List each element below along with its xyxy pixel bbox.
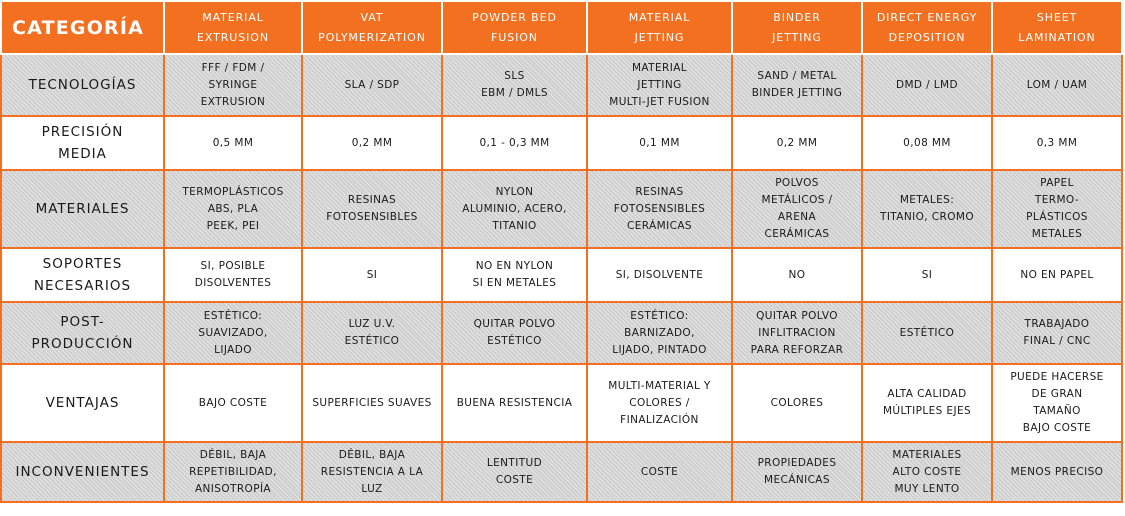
- row-label-line: PRECISIÓN: [41, 124, 124, 140]
- cell-line: SAND / METAL: [757, 70, 837, 82]
- table-cell: [164, 170, 302, 248]
- cell-line: CERÁMICAS: [627, 219, 692, 232]
- cell-line: METALES: [1031, 228, 1083, 240]
- cell-line: MATERIALES: [892, 448, 962, 461]
- cell-line: DÉBIL, BAJA: [199, 448, 267, 461]
- cell-line: ABS, PLA: [207, 202, 259, 215]
- col-header-powder-bed-fusion: [442, 1, 587, 54]
- corner-header: CATEGORÍA: [1, 1, 164, 54]
- col-header-binder-jetting: [732, 1, 862, 54]
- cell-line: MULTI-MATERIAL Y: [608, 379, 711, 392]
- cell-line: LIJADO: [214, 343, 252, 356]
- header-line: SHEET: [1036, 10, 1078, 24]
- table-row-post-produccion: [1, 302, 1122, 364]
- cell-line: LUZ U.V.: [348, 318, 396, 330]
- table-cell: [302, 116, 442, 170]
- table-cell: [442, 170, 587, 248]
- table-cell: [302, 364, 442, 442]
- header-row: [1, 1, 1122, 54]
- table-cell: [732, 170, 862, 248]
- cell-line: QUITAR POLVO: [756, 309, 838, 322]
- cell-line: FINAL / CNC: [1023, 335, 1091, 347]
- cell-line: NO: [788, 268, 806, 281]
- row-label-line: MATERIALES: [35, 201, 130, 217]
- header-line: MATERIAL: [202, 10, 264, 24]
- cell-line: ESTÉTICO: [344, 335, 400, 347]
- cell-line: FFF / FDM /: [201, 61, 265, 74]
- cell-line: EXTRUSION: [200, 95, 266, 108]
- cell-line: DE GRAN: [1031, 388, 1083, 400]
- table-cell: [302, 54, 442, 116]
- cell-line: SI: [921, 268, 933, 281]
- cell-line: ALUMINIO, ACERO,: [462, 202, 567, 215]
- header-line: BINDER: [773, 10, 821, 24]
- cell-line: COSTE: [640, 465, 679, 478]
- cell-line: LIJADO, PINTADO: [612, 343, 707, 356]
- table-row-materiales: [1, 170, 1122, 248]
- cell-line: LENTITUD: [486, 457, 543, 469]
- header-line: POLYMERIZATION: [318, 30, 426, 44]
- cell-line: BAJO COSTE: [198, 396, 268, 409]
- table-cell: [302, 442, 442, 502]
- cell-line: BINDER JETTING: [751, 87, 843, 99]
- table-cell: [164, 54, 302, 116]
- header-line: JETTING: [634, 30, 685, 44]
- table-cell: [442, 302, 587, 364]
- cell-line: SLA / SDP: [344, 78, 400, 91]
- table-cell: [862, 170, 992, 248]
- cell-line: SI: [366, 268, 378, 281]
- table-cell: [862, 442, 992, 502]
- table-cell: [992, 442, 1122, 502]
- cell-line: ALTA CALIDAD: [887, 388, 967, 400]
- table-cell: [732, 442, 862, 502]
- cell-line: ESTÉTICO:: [203, 309, 263, 322]
- header-line: MATERIAL: [628, 10, 691, 24]
- cell-line: MULTI-JET FUSION: [609, 95, 710, 108]
- row-label-line: VENTAJAS: [45, 395, 120, 411]
- cell-line: TERMOPLÁSTICOS: [182, 185, 284, 198]
- table-cell: [302, 170, 442, 248]
- cell-line: BUENA RESISTENCIA: [456, 396, 573, 409]
- cell-line: FOTOSENSIBLES: [326, 211, 418, 223]
- cell-line: ESTÉTICO: [487, 335, 542, 347]
- cell-line: POLVOS: [775, 177, 819, 189]
- cell-line: QUITAR POLVO: [473, 318, 556, 330]
- table-row-ventajas: [1, 364, 1122, 442]
- cell-line: NO EN PAPEL: [1020, 268, 1094, 281]
- table-cell: [732, 54, 862, 116]
- table-cell: [992, 170, 1122, 248]
- table-row-soportes-necesarios: [1, 248, 1122, 302]
- cell-line: JETTING: [637, 78, 682, 91]
- cell-line: PARA REFORZAR: [750, 343, 844, 356]
- cell-line: PROPIEDADES: [757, 457, 837, 469]
- cell-line: BAJO COSTE: [1022, 422, 1092, 434]
- cell-line: RESINAS: [347, 194, 397, 206]
- cell-line: PLÁSTICOS: [1026, 211, 1088, 223]
- table-cell: [862, 54, 992, 116]
- col-header-material-jetting: [587, 1, 732, 54]
- cell-line: BARNIZADO,: [624, 326, 695, 339]
- cell-line: METALES:: [899, 194, 955, 206]
- cell-line: 0,2 MM: [776, 136, 818, 149]
- cell-line: RESISTENCIA A LA: [320, 465, 424, 478]
- row-label-tecnologias: [1, 54, 164, 116]
- cell-line: EBM / DMLS: [481, 87, 548, 99]
- cell-line: RESINAS: [635, 185, 684, 198]
- cell-line: MENOS PRECISO: [1010, 465, 1104, 478]
- header-line: LAMINATION: [1018, 30, 1096, 44]
- table-cell: [587, 364, 732, 442]
- table-cell: [442, 248, 587, 302]
- cell-line: DÉBIL, BAJA: [338, 448, 406, 461]
- table-cell: [164, 248, 302, 302]
- cell-line: MUY LENTO: [894, 482, 960, 495]
- table-cell: [442, 116, 587, 170]
- row-label-materiales: [1, 170, 164, 248]
- row-label-soportes-necesarios: [1, 248, 164, 302]
- cell-line: CERÁMICAS: [764, 228, 830, 240]
- table-cell: [442, 54, 587, 116]
- table-cell: [992, 116, 1122, 170]
- table-cell: [164, 442, 302, 502]
- table-cell: [732, 302, 862, 364]
- header-line: EXTRUSION: [197, 30, 269, 44]
- cell-line: NYLON: [495, 185, 534, 198]
- row-label-line: SOPORTES: [42, 256, 123, 272]
- cell-line: NO EN NYLON: [475, 260, 554, 272]
- table-cell: [587, 248, 732, 302]
- cell-line: FOTOSENSIBLES: [613, 202, 706, 215]
- col-header-sheet-lamination: [992, 1, 1122, 54]
- cell-line: LOM / UAM: [1026, 78, 1088, 91]
- table-cell: [442, 364, 587, 442]
- cell-line: DISOLVENTES: [194, 277, 272, 289]
- col-header-material-extrusion: [164, 1, 302, 54]
- table-row-inconvenientes: [1, 442, 1122, 502]
- cell-line: 0,1 MM: [639, 136, 680, 149]
- table-cell: [587, 442, 732, 502]
- table-cell: [164, 302, 302, 364]
- row-label-line: INCONVENIENTES: [15, 464, 150, 480]
- cell-line: TITANIO, CROMO: [880, 211, 974, 223]
- table-cell: [587, 170, 732, 248]
- cell-line: SI, DISOLVENTE: [615, 268, 704, 281]
- cell-line: MECÁNICAS: [764, 474, 830, 486]
- cell-line: TERMO-: [1034, 194, 1080, 206]
- cell-line: TRABAJADO: [1024, 318, 1090, 330]
- row-label-post-produccion: [1, 302, 164, 364]
- cell-line: SI, POSIBLE: [200, 260, 266, 272]
- table-cell: [992, 248, 1122, 302]
- table-cell: [732, 248, 862, 302]
- cell-line: PAPEL: [1040, 177, 1074, 189]
- cell-line: SUAVIZADO,: [198, 326, 268, 339]
- row-label-line: PRODUCCIÓN: [31, 336, 134, 352]
- cell-line: MÚLTIPLES EJES: [882, 405, 972, 417]
- header-line: FUSION: [491, 30, 538, 44]
- table-cell: [442, 442, 587, 502]
- row-label-line: TECNOLOGÍAS: [28, 77, 137, 93]
- cell-line: 0,3 MM: [1036, 136, 1078, 149]
- cell-line: ESTÉTICO:: [630, 309, 689, 322]
- cell-line: TAMAÑO: [1033, 405, 1081, 417]
- table-cell: [992, 302, 1122, 364]
- table-cell: [862, 116, 992, 170]
- cell-line: FINALIZACIÓN: [620, 413, 699, 426]
- table-cell: [587, 302, 732, 364]
- table-cell: [732, 364, 862, 442]
- cell-line: REPETIBILIDAD,: [189, 465, 277, 478]
- row-label-line: POST-: [60, 314, 105, 330]
- table-cell: [732, 116, 862, 170]
- col-header-direct-energy-deposition: [862, 1, 992, 54]
- row-label-line: NECESARIOS: [33, 278, 132, 294]
- table-cell: [992, 364, 1122, 442]
- row-label-line: MEDIA: [58, 146, 107, 162]
- header-line: DIRECT ENERGY: [876, 10, 978, 24]
- cell-line: ALTO COSTE: [892, 465, 962, 478]
- table-cell: [587, 116, 732, 170]
- table-row-tecnologias: [1, 54, 1122, 116]
- row-label-inconvenientes: [1, 442, 164, 502]
- table-cell: [587, 54, 732, 116]
- cell-line: COLORES /: [629, 396, 690, 409]
- table-cell: [862, 302, 992, 364]
- cell-line: DMD / LMD: [895, 78, 959, 91]
- table-cell: [302, 248, 442, 302]
- header-line: DEPOSITION: [888, 30, 966, 44]
- cell-line: PEEK, PEI: [206, 219, 260, 232]
- cell-line: LUZ: [361, 482, 383, 495]
- table-cell: [302, 302, 442, 364]
- table-cell: [164, 364, 302, 442]
- cell-line: SYRINGE: [208, 78, 258, 91]
- cell-line: 0,08 MM: [903, 136, 951, 149]
- cell-line: COLORES: [770, 396, 824, 409]
- cell-line: ARENA: [777, 211, 817, 223]
- table-cell: [862, 364, 992, 442]
- table-cell: [992, 54, 1122, 116]
- row-label-ventajas: [1, 364, 164, 442]
- cell-line: TITANIO: [492, 219, 537, 232]
- cell-line: 0,5 MM: [212, 136, 254, 149]
- cell-line: 0,1 - 0,3 MM: [479, 136, 550, 149]
- cell-line: SI EN METALES: [472, 277, 557, 289]
- col-header-vat-polymerization: [302, 1, 442, 54]
- row-label-precision-media: [1, 116, 164, 170]
- header-line: POWDER BED: [472, 10, 557, 24]
- header-line: VAT: [360, 10, 384, 24]
- cell-line: PUEDE HACERSE: [1010, 371, 1104, 383]
- header-line: JETTING: [772, 30, 822, 44]
- cell-line: ESTÉTICO: [899, 326, 955, 339]
- cell-line: METÁLICOS /: [761, 194, 833, 206]
- cell-line: SUPERFICIES SUAVES: [312, 396, 432, 409]
- cell-line: INFLITRACION: [758, 326, 836, 339]
- cell-line: SLS: [504, 70, 525, 82]
- table-cell: [164, 116, 302, 170]
- cell-line: 0,2 MM: [351, 136, 393, 149]
- cell-line: COSTE: [495, 474, 534, 486]
- cell-line: ANISOTROPÍA: [194, 482, 272, 495]
- table-row-precision-media: [1, 116, 1122, 170]
- table-cell: [862, 248, 992, 302]
- cell-line: MATERIAL: [631, 61, 688, 74]
